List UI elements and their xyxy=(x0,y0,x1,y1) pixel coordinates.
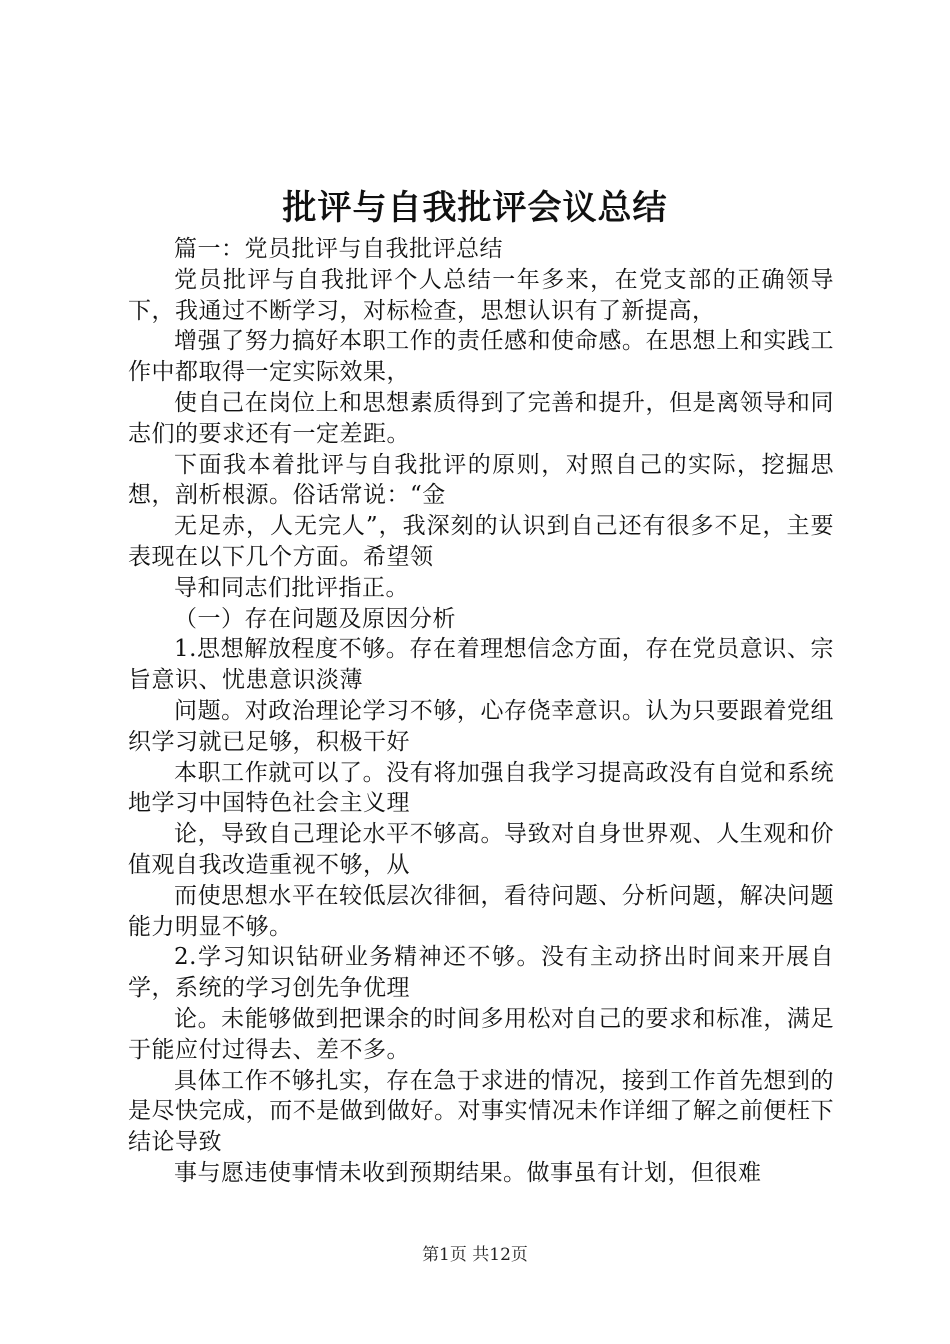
paragraph: 导和同志们批评指正。 xyxy=(174,574,409,601)
paragraph: 本职工作就可以了。没有将加强自我学习提高政没有自觉和系统地学习中国特色社会主义理 xyxy=(128,759,834,817)
paragraph: 1.思想解放程度不够。存在着理想信念方面，存在党员意识、宗旨意识、忧患意识淡薄 xyxy=(128,636,834,694)
paragraph: 事与愿违使事情未收到预期结果。做事虽有计划，但很难 xyxy=(174,1159,762,1186)
document-body xyxy=(128,234,834,1189)
paragraph: 具体工作不够扎实，存在急于求进的情况，接到工作首先想到的是尽快完成，而不是做到做好。对事实情况未作详细了解之前便枉下结论导致 xyxy=(128,1067,834,1156)
paragraph: 问题。对政治理论学习不够，心存侥幸意识。认为只要跟着党组织学习就已足够，积极干好 xyxy=(128,697,834,755)
paragraph: 论，导致自己理论水平不够高。导致对自身世界观、人生观和价值观自我改造重视不够，从 xyxy=(128,821,834,878)
paragraph-section-heading: 篇一：党员批评与自我批评总结 xyxy=(174,236,503,262)
document-title: 批评与自我批评会议总结 xyxy=(282,188,668,228)
paragraph: 使自己在岗位上和思想素质得到了完善和提升，但是离领导和同志们的要求还有一定差距。 xyxy=(128,389,834,447)
paragraph: 下面我本着批评与自我批评的原则，对照自己的实际，挖掘思想，剖析根源。俗话常说：“金 xyxy=(128,451,834,509)
paragraph: 增强了努力搞好本职工作的责任感和使命感。在思想上和实践工作中都取得一定实际效果， xyxy=(128,328,834,386)
paragraph-subheading: （一）存在问题及原因分析 xyxy=(174,605,456,632)
paragraph: 无足赤，人无完人”，我深刻的认识到自己还有很多不足，主要表现在以下几个方面。希望领 xyxy=(128,513,834,570)
page-number-footer: 第1页 共12页 xyxy=(422,1245,528,1265)
paragraph: 而使思想水平在较低层次徘徊，看待问题、分析问题，解决问题能力明显不够。 xyxy=(128,882,834,940)
paragraph: 党员批评与自我批评个人总结一年多来，在党支部的正确领导下，我通过不断学习，对标检查，思想认识有了新提高， xyxy=(128,266,834,324)
paragraph: 2.学习知识钻研业务精神还不够。没有主动挤出时间来开展自学，系统的学习创先争优理 xyxy=(128,944,834,1002)
paragraph: 论。未能够做到把课余的时间多用松对自己的要求和标准，满足于能应付过得去、差不多。 xyxy=(128,1005,834,1063)
